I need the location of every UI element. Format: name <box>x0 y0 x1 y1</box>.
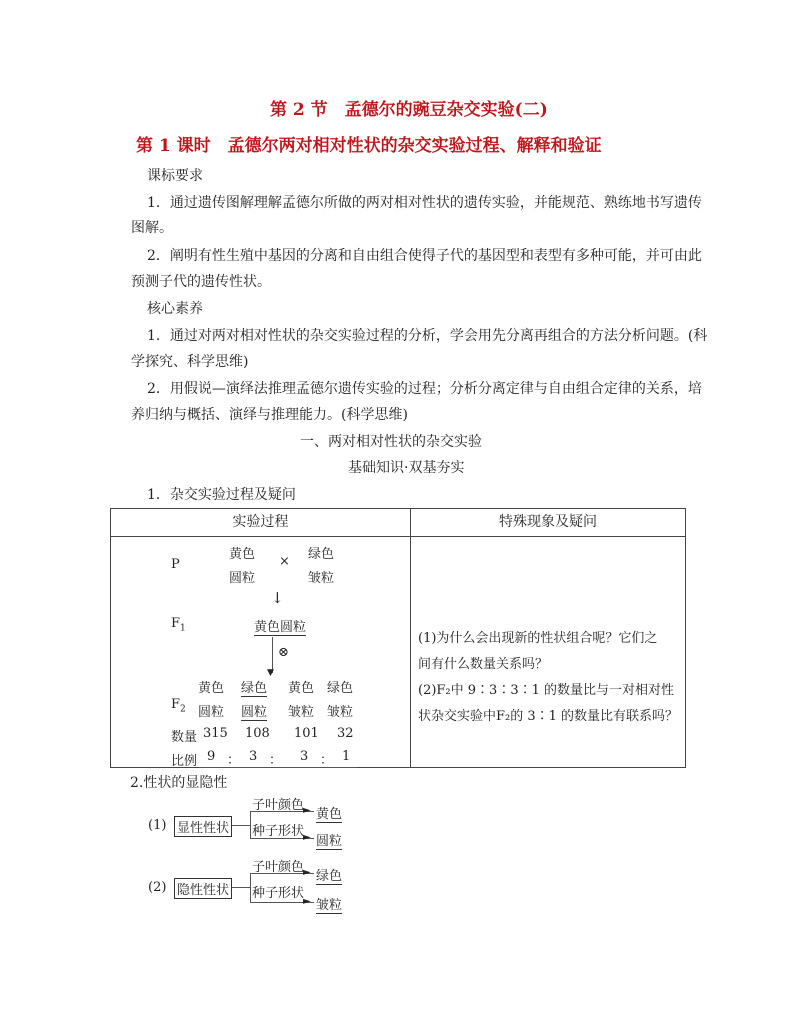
dominant-value2: 圆粒 <box>316 830 342 850</box>
arrow-right-icon: ► <box>303 832 311 843</box>
part1-heading: 一、两对相对性状的杂交实验 <box>300 434 482 450</box>
f1-subscript: 1 <box>180 623 186 634</box>
literacy-line: 学探究、科学思维) <box>131 354 249 370</box>
ratio-separator: ： <box>227 753 241 768</box>
f2-col2-shape: 圆粒 <box>241 701 267 721</box>
requirements-line: 2．阐明有性生殖中基因的分离和自由组合使得子代的基因型和表型有多种可能，并可由此 <box>147 248 702 264</box>
f2-col2-color: 绿色 <box>241 677 267 697</box>
f1-label: $F_1$ <box>171 616 186 634</box>
item2-heading: 2.性状的显隐性 <box>130 775 228 791</box>
arrow-down-icon: ↓ <box>271 589 284 607</box>
question-line: (2)F₂中 9∶3∶3∶1 的数量比与一对相对性 <box>418 683 674 698</box>
p-left-color: 黄色 <box>229 547 256 562</box>
f2-col4-shape: 皱粒 <box>327 705 354 720</box>
section-title: 第 2 节 孟德尔的豌豆杂交实验(二) <box>270 100 548 120</box>
ratio-label: 比例 <box>171 754 198 769</box>
table-header-process: 实验过程 <box>111 509 411 537</box>
count-value: 108 <box>245 726 270 741</box>
f2-label: $F_2$ <box>171 697 186 715</box>
questions-cell <box>411 537 686 768</box>
cross-symbol: × <box>279 554 290 569</box>
recessive-label: 隐性性状 <box>174 878 232 899</box>
recessive-branch1: 子叶颜色 <box>252 860 305 875</box>
ratio-part: 1 <box>342 749 351 764</box>
question-line: 间有什么数量关系吗？ <box>418 657 549 672</box>
p-left-shape: 圆粒 <box>229 571 256 586</box>
recessive-value1: 绿色 <box>316 865 342 885</box>
experiment-table <box>110 508 686 768</box>
item1-heading: 1．杂交实验过程及疑问 <box>147 487 296 503</box>
p-right-color: 绿色 <box>308 547 335 562</box>
table-header-questions: 特殊现象及疑问 <box>411 509 686 537</box>
literacy-line: 2．用假说—演绎法推理孟德尔遗传实验的过程；分析分离定律与自由组合定律的关系，培 <box>147 381 702 397</box>
arrow-right-icon: ► <box>303 867 311 878</box>
recessive-stem <box>232 887 250 888</box>
dominant-stem <box>232 825 250 826</box>
arrow-right-icon: ► <box>303 896 311 907</box>
question-line: 状杂交实验中F₂的 3∶1 的数量比有联系吗？ <box>418 709 679 724</box>
requirements-line: 图解。 <box>131 220 173 236</box>
requirements-heading: 课标要求 <box>147 168 203 184</box>
p-label: P <box>171 557 180 572</box>
literacy-heading: 核心素养 <box>147 301 203 317</box>
requirements-line: 预测子代的遗传性状。 <box>131 274 271 290</box>
dominant-label: 显性性状 <box>174 816 232 837</box>
ratio-part: 3 <box>249 749 258 764</box>
arrow-right-icon: ► <box>303 805 311 816</box>
f1-value: 黄色圆粒 <box>254 616 306 636</box>
dominant-value1: 黄色 <box>316 803 342 823</box>
dominant-branch2: 种子形状 <box>252 824 305 839</box>
literacy-line: 养归纳与概括、演绎与推理能力。(科学思维) <box>131 407 408 423</box>
process-cell <box>111 537 411 768</box>
count-value: 101 <box>294 726 319 741</box>
count-label: 数量 <box>171 730 198 745</box>
ratio-separator: ： <box>269 753 283 768</box>
ratio-separator: ： <box>320 753 334 768</box>
dominant-fork <box>250 811 251 839</box>
ratio-part: 3 <box>300 749 309 764</box>
recessive-branch2: 种子形状 <box>252 886 305 901</box>
arrow-head-icon: ▼ <box>267 668 274 678</box>
self-cross-icon: ⊗ <box>278 645 289 660</box>
count-value: 315 <box>203 726 228 741</box>
ratio-part: 9 <box>207 749 216 764</box>
p-right-shape: 皱粒 <box>308 571 335 586</box>
f2-subscript: 2 <box>180 704 186 715</box>
dominant-branch1: 子叶颜色 <box>252 798 305 813</box>
f2-col4-color: 绿色 <box>327 681 354 696</box>
f2-col1-shape: 圆粒 <box>198 705 225 720</box>
requirements-line: 1．通过遗传图解理解孟德尔所做的两对相对性状的遗传实验，并能规范、熟练地书写遗传 <box>147 195 702 211</box>
f2-col1-color: 黄色 <box>198 681 225 696</box>
f2-col3-color: 黄色 <box>288 681 315 696</box>
part1-subheading: 基础知识·双基夯实 <box>348 460 465 476</box>
count-value: 32 <box>337 726 354 741</box>
recessive-number: (2) <box>148 880 167 895</box>
question-line: (1)为什么会出现新的性状组合呢？它们之 <box>418 631 658 646</box>
recessive-value2: 皱粒 <box>316 894 342 914</box>
literacy-line: 1．通过对两对相对性状的杂交实验过程的分析，学会用先分离再组合的方法分析问题。(科 <box>147 328 708 344</box>
f2-col3-shape: 皱粒 <box>288 705 315 720</box>
recessive-fork <box>250 873 251 903</box>
dominant-number: (1) <box>148 818 167 833</box>
lesson-title: 第 1 课时 孟德尔两对相对性状的杂交实验过程、解释和验证 <box>136 136 602 156</box>
